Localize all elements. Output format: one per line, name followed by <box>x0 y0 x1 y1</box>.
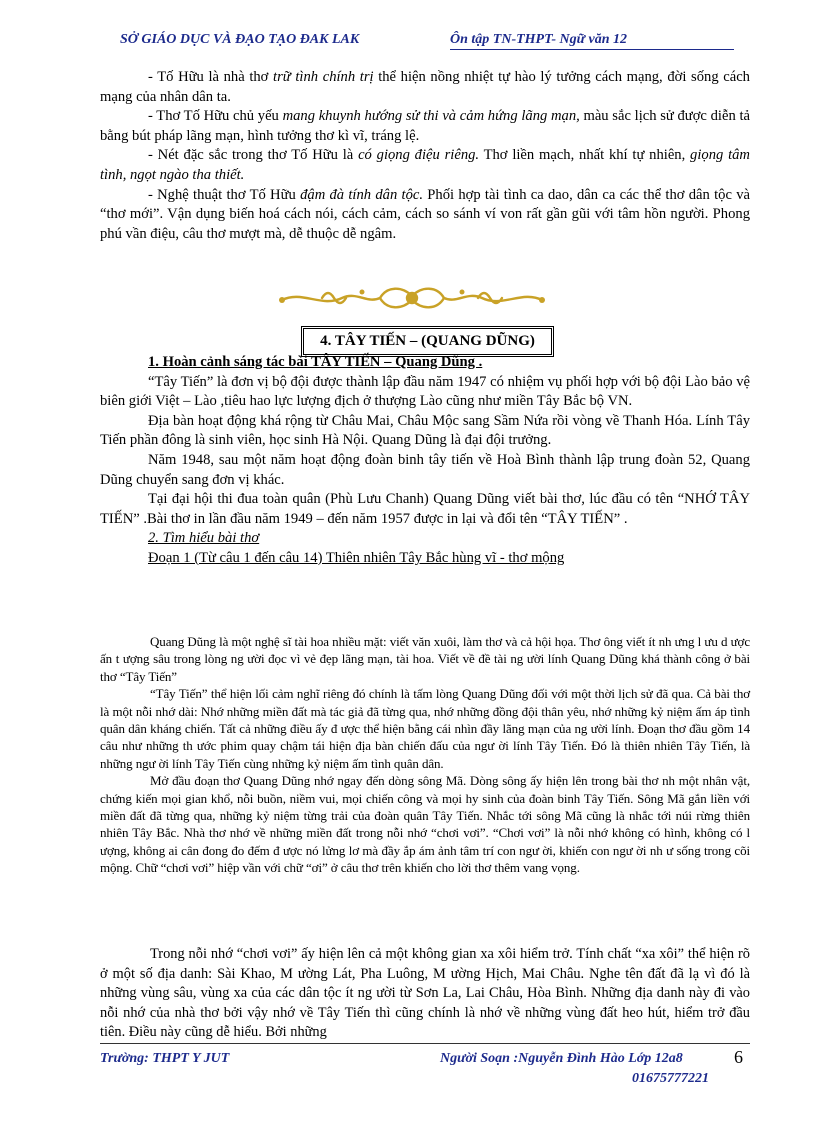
intro-paragraph-1: - Tố Hữu là nhà thơ trữ tình chính trị thể hiện nồng nhiệt tự hào lý tưởng cách mạng, đời sống cách mạng của nhân dân ta. <box>100 69 750 105</box>
section-1-paragraph-3: Năm 1948, sau một năm hoạt động đoàn binh tây tiến về Hoà Bình thành lập trung đoàn 52, Quang Dũng chuyển sang đơn vị khác. <box>100 451 750 488</box>
section-2-paragraph-2: “Tây Tiến” thể hiện lối cảm nghĩ riêng đó chính là tấm lòng Quang Dũng đối với một thời lịch sử đã qua. Cả bài thơ là một nỗi nhớ dài: Nhớ những miền đất mà tác giả đã từng qua, nhớ những đồng đội thân yêu, nhớ những kỷ niệm ấm áp tình quân dân kháng chiến. Tất cả những điều ấy đ ược thể hiện bằng cái nhìn đầy lãng mạn của ng ười lính. Đoạn thơ đầu gồm 14 câu như những th ước phim quay chậm tái hiện địa bàn chiến đấu của ngư ời lính Tây Tiến. Đó là thiên nhiên Tây Tiến, là những ngư ời lính Tây Tiến cùng những kỷ niệm ấm tình quân dân. <box>100 686 750 771</box>
footer-phone: 01675777221 <box>632 1071 709 1086</box>
section-2-heading: 2. Tìm hiểu bài thơ <box>148 530 260 547</box>
intro-paragraph-2: - Thơ Tố Hữu chủ yếu mang khuynh hướng sử thi và cảm hứng lãng mạn, màu sắc lịch sử được diễn tả bằng bút pháp lãng mạn, hình tưởng thơ kì vĩ, tráng lệ. <box>100 108 750 144</box>
section-2-body <box>100 633 750 877</box>
section-1-heading: 1. Hoàn cảnh sáng tác bài TÂY TIẾN – Quang Dũng . <box>148 354 483 370</box>
page-number: 6 <box>734 1047 743 1067</box>
section-1-paragraph-4: Tại đại hội thi đua toàn quân (Phù Lưu Chanh) Quang Dũng viết bài thơ, lúc đầu có tên “NHỚ TÂY TIẾN” .Bài thơ in lần đầu năm 1949 – đến năm 1957 được in lại và đổi tên “TÂY TIẾN” . <box>100 491 750 527</box>
intro-paragraph-4: - Nghệ thuật thơ Tố Hữu đậm đà tính dân tộc. Phối hợp tài tình ca dao, dân ca các thể thơ dân tộc và “thơ mới”. Vận dụng biến hoá cách nói, cách cảm, cách so sánh ví von rất gần gũi với tâm hồn người. Phong phú vần điệu, câu thơ mượt mà, dễ thuộc dễ ngâm. <box>100 186 750 242</box>
section-2-subheading: Đoạn 1 (Từ câu 1 đến câu 14) Thiên nhiên Tây Bắc hùng vĩ - thơ mộng <box>148 549 565 566</box>
intro-block <box>100 68 750 244</box>
footer-school: Trường: THPT Y JUT <box>100 1051 230 1066</box>
footer-author: Người Soạn :Nguyễn Đình Hào Lớp 12a8 <box>440 1051 683 1066</box>
section-1 <box>100 353 750 569</box>
ornament-divider-icon <box>262 278 562 318</box>
section-title: 4. TÂY TIẾN – (QUANG DŨNG) <box>301 326 554 357</box>
header-left: SỞ GIÁO DỤC VÀ ĐẠO TẠO ĐAK LAK <box>120 32 360 47</box>
section-2-last <box>100 945 750 1043</box>
header-right: Ôn tập TN-THPT- Ngữ văn 12 <box>450 32 734 50</box>
section-2-paragraph-4: Trong nỗi nhớ “chơi vơi” ấy hiện lên cả một không gian xa xôi hiểm trở. Tính chất “xa xôi” thể hiện rõ ở một số địa danh: Sài Khao, M ường Lát, Pha Luông, M ường Hịch, Mai Châu. Nghe tên đất đã lạ vì đó là những vùng sâu, vùng xa của các dân tộc ít ng ười từ Sơn La, Lai Châu, Hòa Bình. Những địa danh này đi vào nỗi nhớ của nhà thơ bởi vậy nhớ về Tây Tiến thì cũng chính là nhớ về những vùng đất heo hút, hiểm trở đầu tiên. Điều này cũng dễ hiểu. Bởi những <box>100 946 750 1040</box>
section-1-paragraph-1: “Tây Tiến” là đơn vị bộ đội được thành lập đầu năm 1947 có nhiệm vụ phối hợp với bộ đội Lào bảo vệ biên giới Việt – Lào ,tiêu hao lực lượng địch ở thượng Lào cũng như miền Tây Bắc bộ VN. <box>100 373 750 410</box>
intro-paragraph-3: - Nét đặc sắc trong thơ Tố Hữu là có giọng điệu riêng. Thơ liền mạch, nhất khí tự nhiên, giọng tâm tình, ngọt ngào tha thiết. <box>100 147 750 183</box>
footer-divider <box>100 1043 750 1044</box>
section-1-paragraph-2: Địa bàn hoạt động khá rộng từ Châu Mai, Châu Mộc sang Sầm Nứa rồi vòng về Thanh Hóa. Lính Tây Tiến phần đông là sinh viên, học sinh Hà Nội. Quang Dũng là đại đội trưởng. <box>100 412 750 449</box>
section-2-paragraph-3: Mở đầu đoạn thơ Quang Dũng nhớ ngay đến dòng sông Mã. Dòng sông ấy hiện lên trong bài thơ nh một nhân vật, chứng kiến mọi gian khổ, nỗi buồn, niềm vui, mọi chiến công và mọi hy sinh của đoàn binh Tây Tiến. Sông Mã gắn liền với miền đất đã từng qua, những kỷ niệm từng trải của đoàn quân Tây Tiến. Nhắc tới sông Mã cũng là nhắc tới núi rừng thiên nhiên Tây Bắc. Nhà thơ nhớ về những miền đất trong nỗi nhớ “chơi vơi”. “Chơi vơi” là nỗi nhớ không có hình, không có l ượng, không ai cân đong đo đếm đ ược nó lửng lơ mà đầy ắp ám ảnh tâm trí con ngư ời, khiến con ngư ời nh ư sống trong cõi mộng. Chữ “chơi vơi” hiệp vần với chữ “ơi” ở câu thơ trên khiến cho lời thơ thêm vang vọng. <box>100 773 750 876</box>
section-2-paragraph-1: Quang Dũng là một nghệ sĩ tài hoa nhiều mặt: viết văn xuôi, làm thơ và cả hội họa. Thơ ông viết ít nh ưng l ưu d ược ấn t ượng sâu trong lòng ng ười đọc vì vẻ đẹp lãng mạn, tài hoa. Viết về đề tài ng ười lính Quang Dũng khá thành công ở bài thơ “Tây Tiến” <box>100 634 750 684</box>
